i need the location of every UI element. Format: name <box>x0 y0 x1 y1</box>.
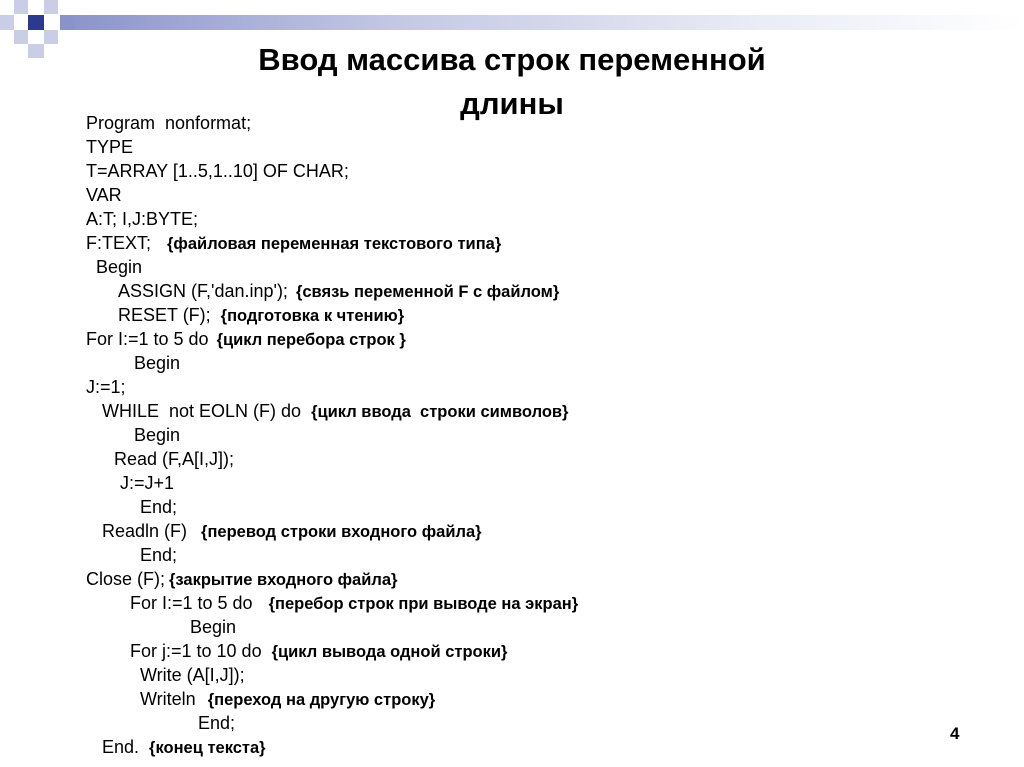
code-comment: {закрытие входного файла} <box>169 571 398 589</box>
code-line <box>86 231 578 255</box>
code-comment: {перевод строки входного файла} <box>201 523 482 541</box>
deco-square <box>60 15 74 30</box>
code-comment: {конец текста} <box>149 739 266 757</box>
code-text: End. <box>102 737 140 757</box>
code-listing <box>86 111 578 759</box>
code-line <box>86 375 578 399</box>
code-text: End; <box>140 545 178 565</box>
code-line <box>86 255 578 279</box>
code-line <box>86 447 578 471</box>
code-text: ASSIGN (F,'dan.inp'); <box>118 281 288 301</box>
code-text: End; <box>140 497 178 517</box>
code-line <box>86 183 578 207</box>
code-comment: {переход на другую строку} <box>207 691 436 709</box>
code-text: Begin <box>134 353 181 373</box>
code-text: WHILE not EOLN (F) do <box>102 401 302 421</box>
code-line <box>86 111 578 135</box>
code-line <box>86 591 578 615</box>
code-line <box>86 495 578 519</box>
code-text: Write (A[I,J]); <box>140 665 245 685</box>
code-comment: {цикл ввода строки символов} <box>311 403 569 421</box>
code-line <box>86 159 578 183</box>
code-line <box>86 279 578 303</box>
title-line-1: Ввод массива строк переменной <box>258 42 766 77</box>
header-gradient-bar <box>60 15 1024 30</box>
code-line <box>86 351 578 375</box>
code-text: RESET (F); <box>118 305 211 325</box>
code-comment: {перебор строк при выводе на экран} <box>268 595 579 613</box>
code-text: Begin <box>134 425 181 445</box>
code-comment: {цикл вывода одной строки} <box>271 643 508 661</box>
code-line <box>86 567 578 591</box>
deco-square <box>44 0 58 14</box>
code-line <box>86 303 578 327</box>
code-line <box>86 327 578 351</box>
code-text: Begin <box>190 617 237 637</box>
code-line <box>86 735 578 759</box>
code-text: TYPE <box>86 137 134 157</box>
code-line <box>86 423 578 447</box>
code-text: For I:=1 to 5 do <box>86 329 209 349</box>
code-text: For j:=1 to 10 do <box>130 641 262 661</box>
code-text: Readln (F) <box>102 521 188 541</box>
page-number: 4 <box>950 724 960 743</box>
code-text: J:=1; <box>86 377 126 397</box>
code-text: Program nonformat; <box>86 113 252 133</box>
code-text: A:T; I,J:BYTE; <box>86 209 199 229</box>
title-line-2: длины <box>460 86 564 121</box>
code-text: Writeln <box>140 689 196 709</box>
code-text: For I:=1 to 5 do <box>130 593 253 613</box>
code-line <box>86 519 578 543</box>
code-line <box>86 663 578 687</box>
code-line <box>86 471 578 495</box>
code-text: Begin <box>96 257 143 277</box>
code-comment: {цикл перебора строк } <box>216 331 406 349</box>
code-comment: {файловая переменная текстового типа} <box>167 235 502 253</box>
code-line <box>86 615 578 639</box>
code-text: J:=J+1 <box>120 473 175 493</box>
deco-square <box>0 15 14 30</box>
code-text: Read (F,A[I,J]); <box>114 449 235 469</box>
code-line <box>86 399 578 423</box>
code-line <box>86 639 578 663</box>
code-line <box>86 543 578 567</box>
code-text: T=ARRAY [1..5,1..10] OF CHAR; <box>86 161 349 181</box>
code-text: F:TEXT; <box>86 233 152 253</box>
code-comment: {связь переменной F с файлом} <box>295 283 560 301</box>
code-line <box>86 687 578 711</box>
code-comment: {подготовка к чтению} <box>220 307 405 325</box>
code-line <box>86 135 578 159</box>
code-text: VAR <box>86 185 122 205</box>
deco-square <box>14 0 28 14</box>
code-text: Close (F); <box>86 569 166 589</box>
deco-square <box>28 15 44 30</box>
code-line <box>86 711 578 735</box>
code-text: End; <box>198 713 236 733</box>
code-line <box>86 207 578 231</box>
